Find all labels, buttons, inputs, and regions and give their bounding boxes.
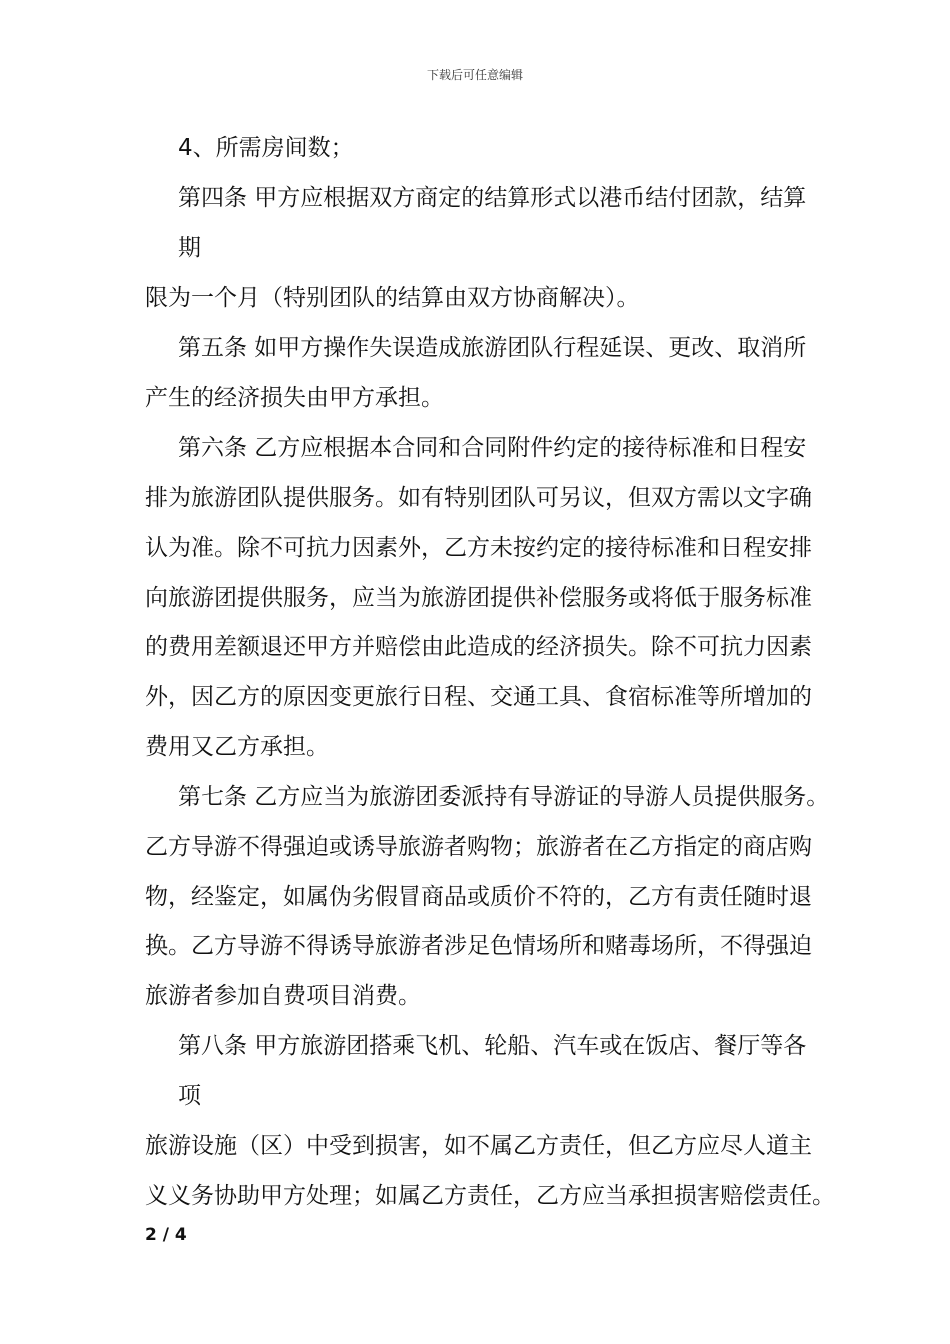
text-line: 第七条 乙方应当为旅游团委派持有导游证的导游人员提供服务。	[178, 784, 830, 810]
text-line: 认为准。除不可抗力因素外，乙方未按约定的接待标准和日程安排	[145, 535, 812, 561]
text-line: 向旅游团提供服务，应当为旅游团提供补偿服务或将低于服务标准	[145, 585, 812, 611]
page-number: 2 / 4	[145, 1225, 187, 1245]
text-line: 换。乙方导游不得诱导旅游者涉足色情场所和赌毒场所，不得强迫	[145, 933, 812, 959]
text-line: 产生的经济损失由甲方承担。	[145, 385, 444, 411]
text-line: 乙方导游不得强迫或诱导旅游者购物；旅游者在乙方指定的商店购	[145, 834, 812, 860]
text-line: 期	[178, 235, 201, 261]
text-line: 第八条 甲方旅游团搭乘飞机、轮船、汽车或在饭店、餐厅等各	[178, 1033, 807, 1059]
text-line: 限为一个月（特别团队的结算由双方协商解决）。	[145, 285, 640, 311]
text-line: 4、所需房间数；	[178, 135, 354, 161]
text-line: 第四条 甲方应根据双方商定的结算形式以港币结付团款，结算	[178, 185, 807, 211]
text-line: 外，因乙方的原因变更旅行日程、交通工具、食宿标准等所增加的	[145, 684, 812, 710]
text-line: 第五条 如甲方操作失误造成旅游团队行程延误、更改、取消所	[178, 335, 807, 361]
text-line: 旅游者参加自费项目消费。	[145, 983, 421, 1009]
text-line: 费用又乙方承担。	[145, 734, 329, 760]
text-line: 物，经鉴定，如属伪劣假冒商品或质价不符的，乙方有责任随时退	[145, 884, 812, 910]
text-line: 的费用差额退还甲方并赔偿由此造成的经济损失。除不可抗力因素	[145, 634, 812, 660]
page-header: 下载后可任意编辑	[426, 68, 523, 82]
text-line: 义义务协助甲方处理；如属乙方责任，乙方应当承担损害赔偿责任。	[145, 1183, 835, 1209]
text-line: 项	[178, 1083, 201, 1109]
text-line: 排为旅游团队提供服务。如有特别团队可另议，但双方需以文字确	[145, 485, 812, 511]
text-line: 第六条 乙方应根据本合同和合同附件约定的接待标准和日程安	[178, 435, 807, 461]
text-line: 旅游设施（区）中受到损害，如不属乙方责任，但乙方应尽人道主	[145, 1133, 812, 1159]
